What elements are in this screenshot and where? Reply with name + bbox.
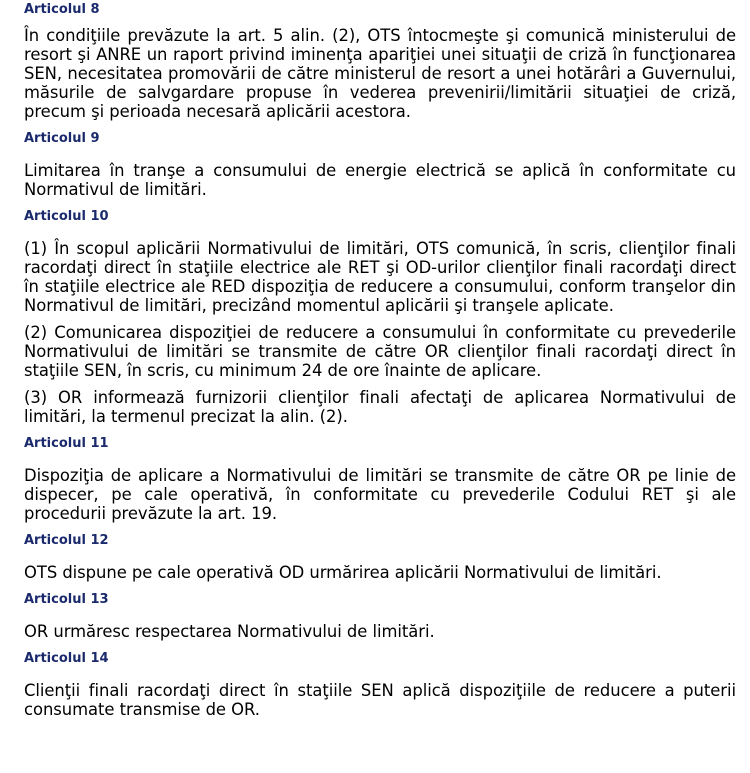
article-heading: Articolul 14: [24, 651, 109, 666]
article-paragraph: În condiţiile prevăzute la art. 5 alin. (2), OTS întocmeşte şi comunică ministerului de resort şi ANRE un raport privind iminenţa apariţiei unei situaţii de criză în funcţionarea SEN, necesitatea promovării de către ministerul de resort a unei hotărâri a Guvernului, măsurile de salvgardare propuse în vederea prevenirii/limitării situaţiei de criză, precum şi perioada necesară aplicării acestora.: [24, 26, 736, 121]
article-9: [24, 131, 736, 199]
article-paragraph: (2) Comunicarea dispoziţiei de reducere a consumului în conformitate cu prevederile Normativului de limitări se transmite de către OR clienţilor finali racordaţi direct în staţiile SEN, în scris, cu minimum 24 de ore înainte de aplicare.: [24, 323, 736, 380]
article-paragraph: Clienţii finali racordaţi direct în staţiile SEN aplică dispoziţiile de reducere a puterii consumate transmise de OR.: [24, 681, 736, 719]
article-heading: Articolul 9: [24, 131, 100, 146]
article-12: [24, 533, 736, 582]
article-heading: Articolul 13: [24, 592, 109, 607]
article-paragraph: (1) În scopul aplicării Normativului de limitări, OTS comunică, în scris, clienţilor finali racordaţi direct în staţiile electrice ale RET şi OD-urilor clienţilor finali racordaţi direct în staţiile electrice ale RED dispoziţia de reducere a consumului, conform tranşelor din Normativul de limitări, precizând momentul aplicării şi tranşele aplicate.: [24, 239, 736, 315]
article-heading: Articolul 11: [24, 436, 109, 451]
article-paragraph: OTS dispune pe cale operativă OD urmărirea aplicării Normativului de limitări.: [24, 563, 662, 582]
article-paragraph: Dispoziţia de aplicare a Normativului de limitări se transmite de către OR pe linie de dispecer, pe cale operativă, în conformitate cu prevederile Codului RET şi ale procedurii prevăzute la art. 19.: [24, 466, 736, 523]
article-paragraph: Limitarea în tranşe a consumului de energie electrică se aplică în conformitate cu Normativul de limitări.: [24, 161, 736, 199]
article-13: [24, 592, 736, 641]
legal-document: [24, 0, 736, 719]
article-heading: Articolul 10: [24, 209, 109, 224]
article-10: [24, 209, 736, 426]
article-14: [24, 651, 736, 719]
article-heading: Articolul 12: [24, 533, 109, 548]
article-8: [24, 0, 736, 121]
article-paragraph: OR urmăresc respectarea Normativului de limitări.: [24, 622, 435, 641]
article-paragraph: (3) OR informează furnizorii clienţilor finali afectaţi de aplicarea Normativului de limitări, la termenul precizat la alin. (2).: [24, 388, 736, 426]
article-11: [24, 436, 736, 523]
article-heading: Articolul 8: [24, 2, 100, 17]
